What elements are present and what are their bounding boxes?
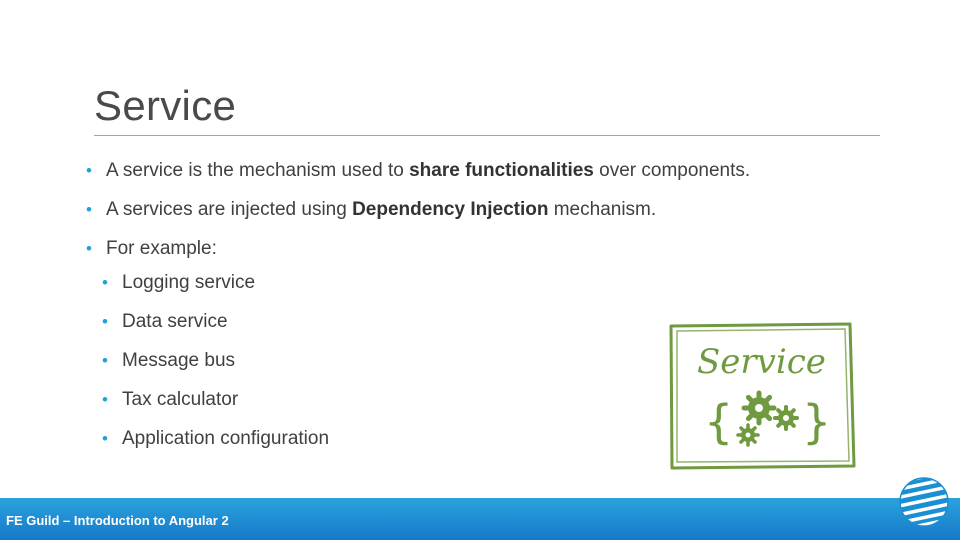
sub-bullet-item	[102, 424, 329, 463]
title-divider	[94, 135, 880, 136]
sub-bullet-list	[102, 268, 329, 463]
footer-text: FE Guild – Introduction to Angular 2	[6, 513, 229, 528]
bullet-text: For example:	[106, 238, 217, 259]
bullet-text: A services are injected using	[106, 199, 353, 220]
service-illustration	[664, 320, 860, 472]
sub-bullet-item	[102, 385, 329, 424]
att-globe-icon	[898, 476, 950, 528]
bullet-text: over components.	[593, 160, 751, 181]
sub-bullet-text: Tax calculator	[122, 389, 239, 410]
bullet-dot-icon: •	[86, 200, 92, 219]
sub-bullet-item	[102, 268, 329, 307]
gear-icon	[775, 407, 797, 429]
illustration-brace-close: }	[802, 395, 832, 449]
bullet-bold-text: Dependency Injection	[352, 199, 549, 220]
sub-bullet-text: Data service	[122, 311, 228, 332]
bullet-dot-icon: •	[102, 351, 108, 370]
illustration-brace-open: {	[704, 395, 734, 449]
bullet-list	[86, 156, 750, 273]
sub-bullet-text: Logging service	[122, 272, 256, 293]
sub-bullet-item	[102, 346, 329, 385]
bullet-bold-text: share functionalities	[409, 160, 594, 181]
bullet-dot-icon: •	[102, 273, 108, 292]
bullet-item	[86, 195, 750, 234]
bullet-dot-icon: •	[102, 312, 108, 331]
bullet-item	[86, 156, 750, 195]
bullet-dot-icon: •	[102, 429, 108, 448]
bullet-dot-icon: •	[102, 390, 108, 409]
sub-bullet-text: Message bus	[122, 350, 236, 371]
bullet-dot-icon: •	[86, 161, 92, 180]
sub-bullet-text: Application configuration	[122, 428, 330, 449]
bullet-dot-icon: •	[86, 239, 92, 258]
bullet-text: mechanism.	[548, 199, 657, 220]
gear-icon	[738, 425, 758, 445]
sub-bullet-item	[102, 307, 329, 346]
bullet-text: A service is the mechanism used to	[106, 160, 410, 181]
gear-icon	[744, 393, 774, 423]
illustration-word: Service	[697, 342, 826, 382]
slide-title: Service	[94, 82, 237, 129]
